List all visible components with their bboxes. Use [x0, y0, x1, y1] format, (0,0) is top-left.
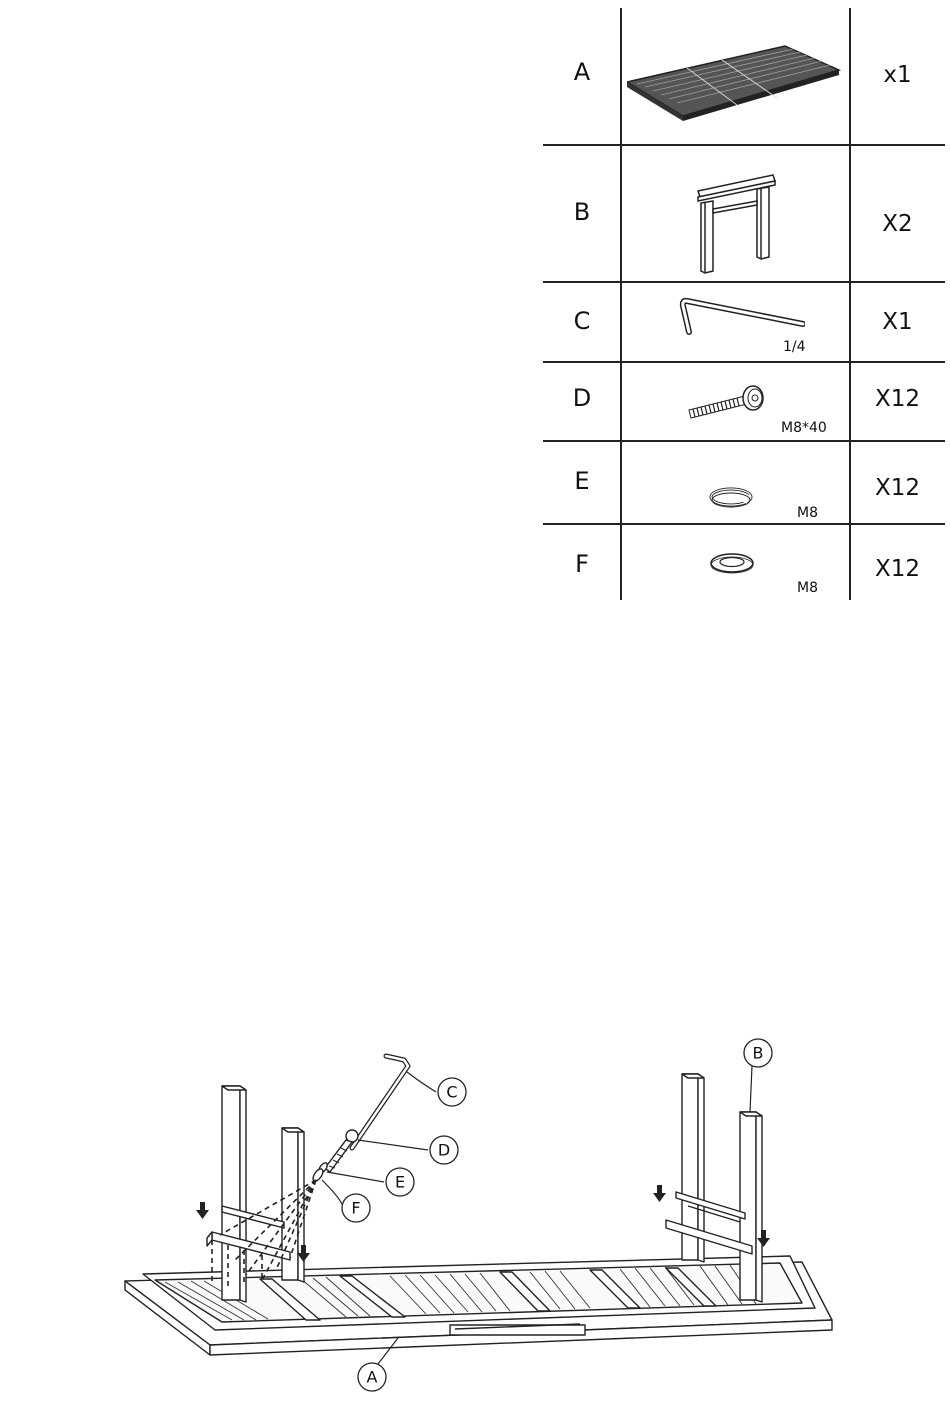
- part-spec: M8: [797, 580, 818, 596]
- part-spec: M8: [797, 505, 818, 521]
- bolt-icon: [687, 380, 767, 420]
- part-qty: X2: [882, 211, 913, 237]
- part-row-e: [543, 441, 945, 523]
- part-row-f: [543, 524, 945, 600]
- flat-washer-icon: [707, 550, 757, 576]
- callout-label-c: C: [446, 1082, 458, 1102]
- part-row-a: [543, 8, 945, 144]
- part-letter: D: [572, 384, 592, 412]
- callout-label-f: F: [351, 1198, 361, 1218]
- tabletop-icon: [627, 42, 841, 122]
- part-letter: E: [574, 467, 590, 495]
- part-letter: C: [573, 307, 591, 335]
- part-letter: B: [573, 198, 591, 226]
- part-letter: A: [573, 58, 591, 86]
- callout-label-b: B: [752, 1043, 764, 1063]
- part-qty: X1: [882, 309, 913, 335]
- part-qty: X12: [874, 556, 921, 582]
- part-qty: x1: [883, 62, 912, 88]
- down-arrow-icon: [653, 1185, 666, 1202]
- part-spec: M8*40: [781, 420, 827, 436]
- parts-table: [543, 8, 945, 600]
- allen-key-icon: [675, 290, 805, 340]
- part-row-c: [543, 282, 945, 361]
- part-spec: 1/4: [783, 339, 806, 355]
- part-row-d: [543, 362, 945, 440]
- part-qty: X12: [874, 386, 921, 412]
- leg-frame-icon: [693, 163, 783, 275]
- leg-frame-left: [207, 1086, 304, 1302]
- part-letter: F: [575, 550, 589, 578]
- callout-label-e: E: [394, 1172, 406, 1192]
- down-arrow-icon: [196, 1202, 209, 1219]
- assembly-diagram: [0, 1020, 950, 1425]
- callout-label-d: D: [437, 1140, 451, 1160]
- part-row-b: [543, 145, 945, 281]
- part-qty: X12: [874, 475, 921, 501]
- callout-label-a: A: [366, 1367, 378, 1387]
- bolt-d: [325, 1130, 358, 1172]
- spring-washer-icon: [707, 485, 757, 511]
